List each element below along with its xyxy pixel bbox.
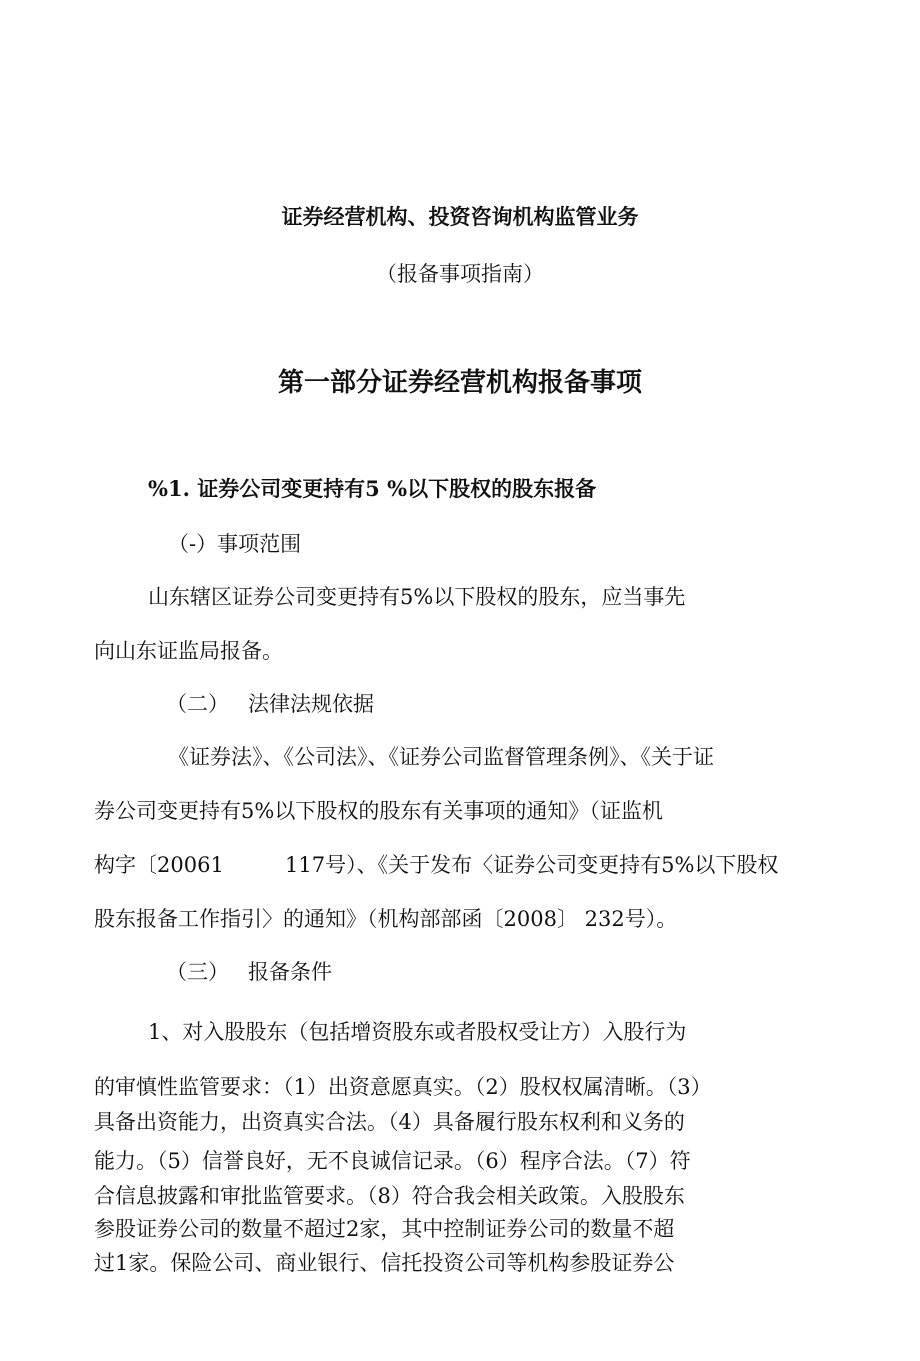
section2-heading-text: 法律法规依据	[248, 692, 374, 716]
section3-line: 过1家。保险公司、商业银行、信托投资公司等机构参股证券公	[94, 1251, 675, 1275]
part-heading: 第一部分证券经营机构报备事项	[277, 368, 642, 398]
section3-heading-text: 报备条件	[248, 960, 332, 984]
section2-line: 券公司变更持有5%以下股权的股东有关事项的通知》（证监机	[94, 799, 663, 823]
section3-line: 能力。（5）信誉良好，无不良诚信记录。（6）程序合法。（7）符	[94, 1149, 691, 1173]
section3-line: 具备出资能力，出资真实合法。（4）具备履行股东权利和义务的	[94, 1110, 685, 1134]
section3-line: 参股证券公司的数量不超过2家，其中控制证券公司的数量不超	[94, 1217, 675, 1241]
section2-line: 股东报备工作指引〉的通知》（机构部部函〔2008〕 232号）。	[94, 907, 678, 931]
section2-line: 构字〔20061	[94, 853, 224, 877]
document-subtitle: （报备事项指南）	[376, 262, 544, 286]
section1-line: 向山东证监局报备。	[94, 639, 283, 663]
section3-line: 合信息披露和审批监管要求。（8）符合我会相关政策。入股股东	[94, 1184, 685, 1208]
document-title: 证券经营机构、投资咨询机构监管业务	[281, 204, 639, 229]
section3-line: 1、对入股股东（包括增资股东或者股权受让方）入股行为	[148, 1020, 687, 1044]
section2-heading-number: （二）	[166, 692, 229, 716]
section3-line: 的审慎性监管要求：（1）出资意愿真实。（2）股权权属清晰。（3）	[94, 1075, 712, 1099]
section3-heading-number: （三）	[166, 960, 229, 984]
section1-line: 山东辖区证券公司变更持有5%以下股权的股东，应当事先	[148, 585, 686, 609]
section2-line: 《证券法》、《公司法》、《证券公司监督管理条例》、《关于证	[168, 745, 714, 769]
section2-line: 117号）、《关于发布〈证券公司变更持有5%以下股权	[285, 853, 779, 877]
item-heading: %1. 证券公司变更持有5 %以下股权的股东报备	[148, 476, 597, 501]
section1-heading: （-）事项范围	[168, 532, 302, 556]
